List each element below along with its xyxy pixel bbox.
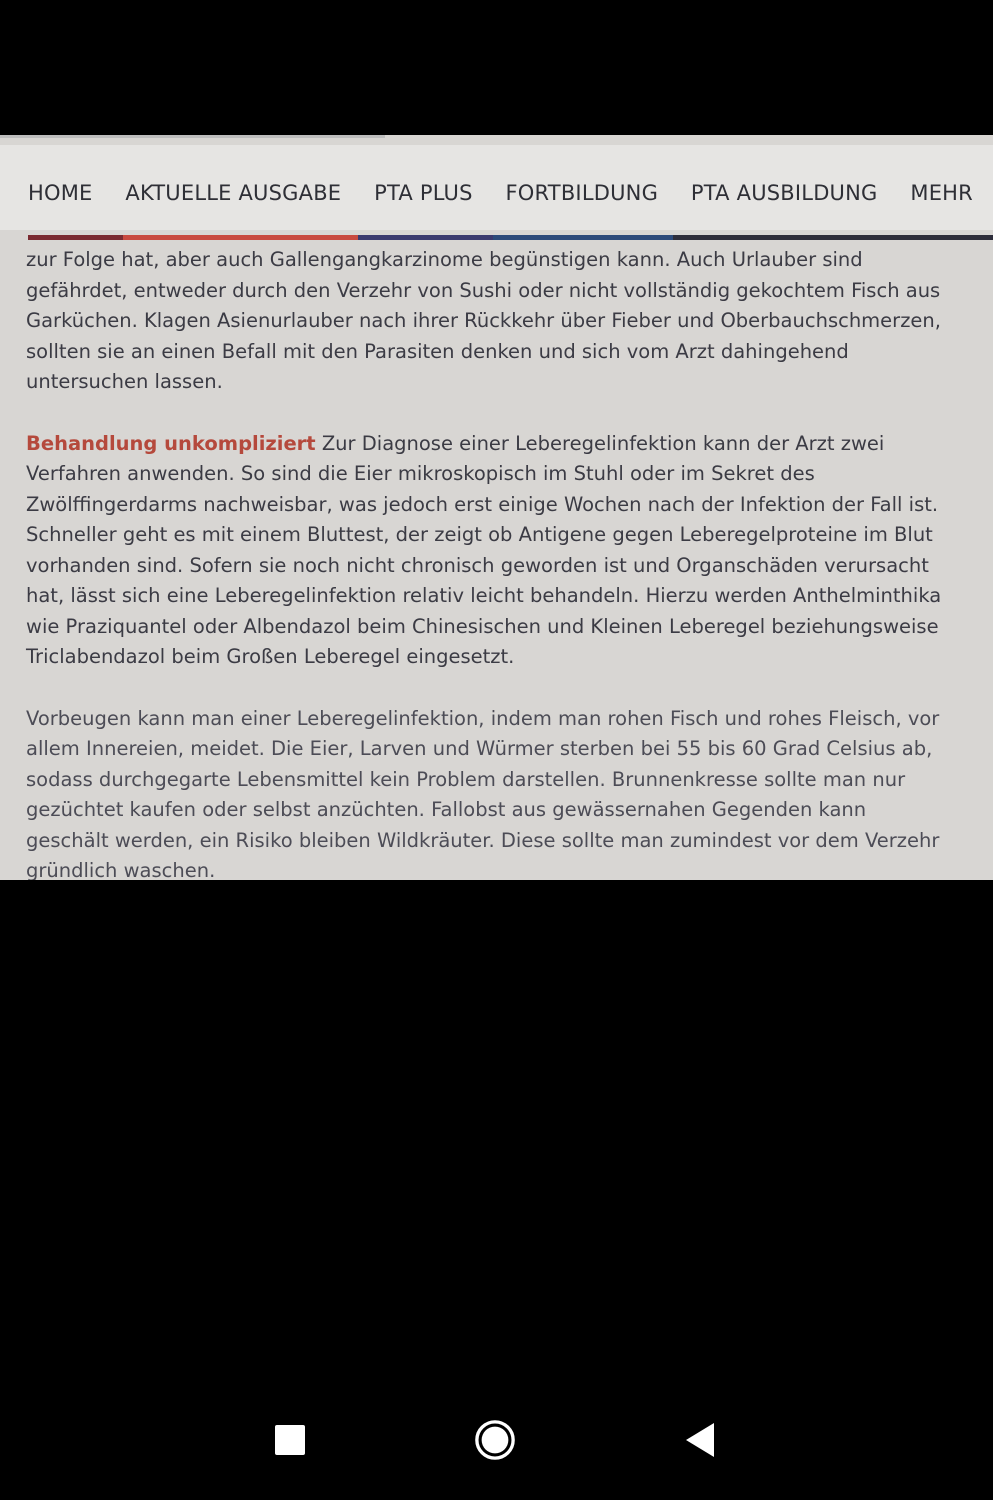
stripe-segment (493, 235, 673, 240)
triangle-back-icon (684, 1423, 716, 1457)
nav-item-pta-ausbildung[interactable]: PTA AUSBILDUNG (690, 181, 878, 205)
article-paragraph-2 (26, 429, 951, 673)
article-paragraph-1: zur Folge hat, aber auch Gallengangkarzinome begünstigen kann. Auch Urlauber sind gefährdet, entweder durch den Verzehr von Sushi oder nicht vollständig gekochtem Fisch aus Garküchen. Klagen Asienurlauber nach ihrer Rückkehr über Fieber und Oberbauchschmerzen, sollten sie an einen Befall mit den Parasiten denken und sich vom Arzt dahingehend untersuchen lassen. (26, 248, 941, 393)
recent-apps-button[interactable] (270, 1420, 310, 1460)
nav-item-fortbildung[interactable]: FORTBILDUNG (505, 181, 659, 205)
stripe-segment (358, 235, 493, 240)
nav-item-aktuelle-ausgabe[interactable]: AKTUELLE AUSGABE (125, 181, 342, 205)
nav-item-pta-plus[interactable]: PTA PLUS (374, 181, 473, 205)
android-navigation-bar (0, 1380, 993, 1500)
stripe-segment (123, 235, 358, 240)
home-button[interactable] (476, 1420, 516, 1460)
article-body (26, 245, 951, 880)
square-icon (275, 1425, 305, 1455)
stripe-segment (28, 235, 123, 240)
circle-home-icon (474, 1418, 516, 1462)
nav-color-stripe (28, 235, 993, 240)
article-paragraph-2-text: Zur Diagnose einer Leberegelinfektion kann der Arzt zwei Verfahren anwenden. So sind die Eier mikroskopisch im Stuhl oder im Sekret des Zwölffingerdarms nachweisbar, was jedoch erst einige Wochen nach der Infektion der Fall ist. Schneller geht es mit einem Bluttest, der zeigt ob Antigene gegen Leberegelproteine im Blut vorhanden sind. Sofern sie noch nicht chronisch geworden ist und Organschäden verursacht hat, lässt sich eine Leberegelinfektion relativ leicht behandeln. Hierzu werden Anthelminthika wie Praziquantel oder Albendazol beim Chinesischen und Kleinen Leberegel beziehungsweise Triclabendazol beim Großen Leberegel eingesetzt. (26, 431, 942, 668)
nav-menu (28, 181, 973, 205)
photo-edge (0, 135, 385, 138)
photographed-webpage (0, 135, 993, 880)
stripe-segment (673, 235, 993, 240)
back-button[interactable] (680, 1420, 720, 1460)
section-heading: Behandlung unkompliziert (26, 431, 316, 455)
site-navbar (0, 145, 993, 230)
nav-item-home[interactable]: HOME (28, 181, 93, 205)
nav-item-mehr[interactable]: MEHR (910, 181, 973, 205)
article-paragraph-3: Vorbeugen kann man einer Leberegelinfektion, indem man rohen Fisch und rohes Fleisch, vor allem Innereien, meidet. Die Eier, Larven und Würmer sterben bei 55 bis 60 Grad Celsius ab, sodass durchgegarte Lebensmittel kein Problem darstellen. Brunnenkresse sollte man nur gezüchtet kaufen oder selbst anzüchten. Fallobst aus gewässernahen Gegenden kann geschält werden, ein Risiko bleiben Wildkräuter. Diese sollte man zumindest vor dem Verzehr gründlich waschen. (26, 706, 940, 880)
